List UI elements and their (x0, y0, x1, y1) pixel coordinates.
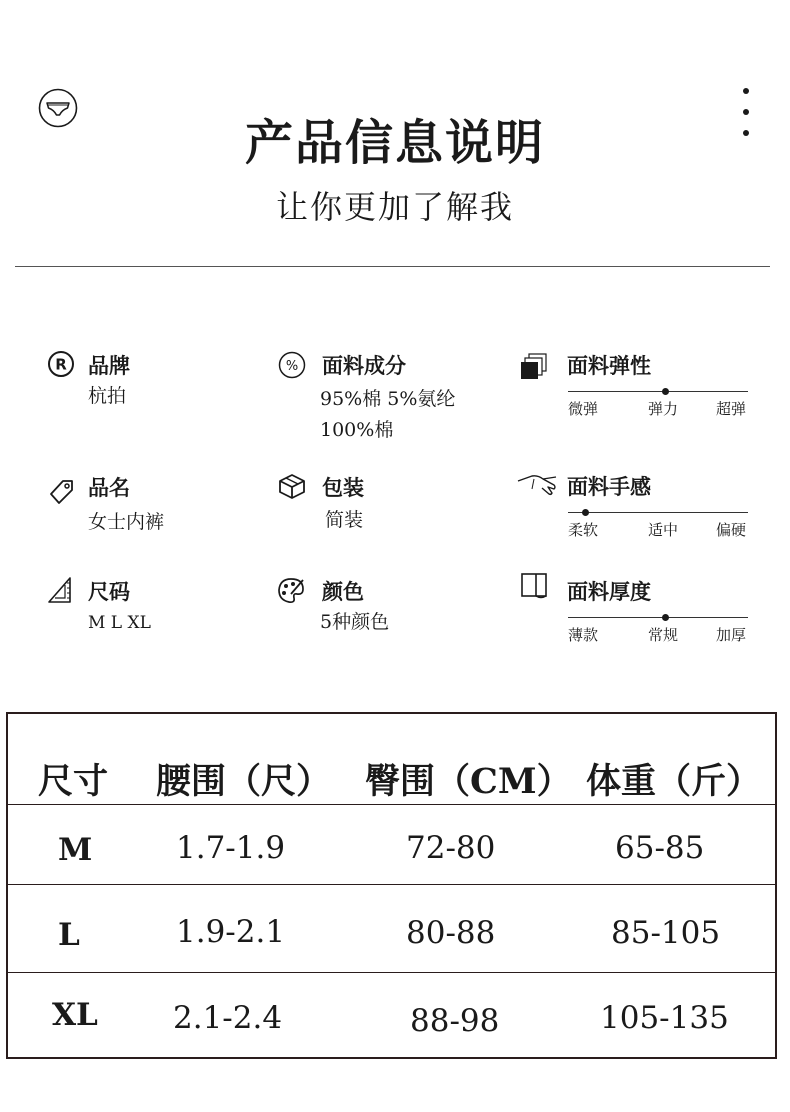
table-cell: 80-88 (406, 915, 496, 951)
fabric-line-1: 95%棉 5%氨纶 (320, 388, 456, 410)
size-value: M L XL (88, 613, 151, 633)
table-cell: 88-98 (410, 1003, 500, 1039)
size-label: 尺码 (88, 580, 130, 604)
thickness-mark-mid: 常规 (648, 626, 679, 644)
thickness-scale (568, 617, 748, 618)
ruler-icon (47, 576, 75, 604)
thickness-mark-low: 薄款 (568, 626, 599, 644)
brand-value: 杭拍 (88, 385, 127, 407)
color-value: 5种颜色 (320, 611, 390, 633)
percent-icon (278, 351, 306, 379)
table-cell: 1.7-1.9 (176, 830, 286, 866)
package-value: 简装 (325, 509, 364, 531)
size-table (6, 712, 777, 1059)
svg-text:R: R (55, 355, 67, 374)
elasticity-scale (568, 391, 748, 392)
header-divider (15, 266, 770, 267)
table-header-size: 尺寸 (38, 761, 109, 802)
book-icon (520, 572, 548, 600)
package-label: 包装 (322, 476, 364, 500)
svg-text:%: % (285, 359, 299, 374)
fabric-line-2: 100%棉 (320, 419, 394, 441)
elasticity-marker (662, 388, 669, 395)
feel-marker (582, 509, 589, 516)
registered-icon (47, 350, 75, 378)
box-icon (278, 472, 306, 500)
fabric-stack-icon (520, 352, 548, 380)
feel-scale (568, 512, 748, 513)
elasticity-label: 面料弹性 (567, 354, 651, 378)
name-label: 品名 (88, 476, 130, 500)
table-header-hip: 臀围（CM） (365, 761, 572, 802)
tag-icon (47, 478, 75, 506)
elasticity-mark-high: 超弹 (716, 400, 747, 418)
thickness-label: 面料厚度 (567, 580, 651, 604)
table-divider (8, 972, 775, 973)
elasticity-mark-mid: 弹力 (648, 400, 679, 418)
table-cell: 65-85 (615, 830, 705, 866)
page-subtitle: 让你更加了解我 (275, 188, 514, 226)
color-label: 颜色 (322, 580, 364, 604)
feel-mark-high: 偏硬 (716, 521, 747, 539)
table-cell: M (58, 832, 93, 868)
elasticity-mark-low: 微弹 (568, 400, 599, 418)
feel-label: 面料手感 (567, 475, 651, 499)
brand-label: 品牌 (88, 354, 130, 378)
table-header-waist: 腰围（尺） (156, 761, 332, 802)
page-title: 产品信息说明 (244, 115, 545, 171)
thickness-marker (662, 614, 669, 621)
table-cell: 72-80 (406, 830, 496, 866)
table-divider (8, 884, 775, 885)
table-cell: 2.1-2.4 (173, 1000, 283, 1036)
feel-mark-low: 柔软 (568, 521, 599, 539)
feel-mark-mid: 适中 (648, 521, 679, 539)
table-divider (8, 804, 775, 805)
table-cell: L (58, 917, 80, 953)
table-cell: 105-135 (600, 1000, 729, 1036)
palette-icon (277, 577, 305, 605)
hand-touch-icon (516, 471, 558, 497)
table-cell: XL (52, 997, 98, 1033)
table-header-weight: 体重（斤） (586, 761, 762, 802)
fabric-label: 面料成分 (322, 354, 406, 378)
table-cell: 85-105 (611, 915, 721, 951)
thickness-mark-high: 加厚 (716, 626, 747, 644)
name-value: 女士内裤 (88, 511, 165, 533)
table-cell: 1.9-2.1 (176, 914, 286, 950)
